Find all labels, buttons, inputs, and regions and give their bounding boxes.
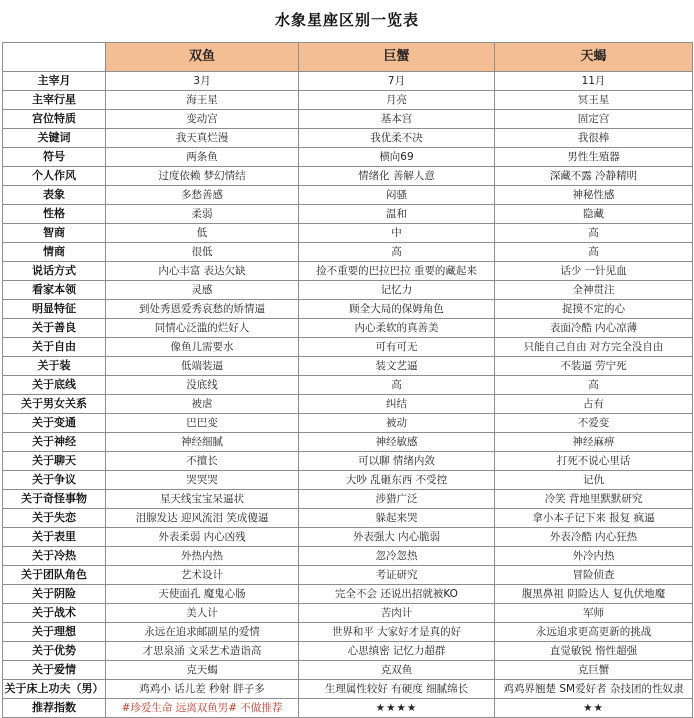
cell-scorpio: 冒险侦查 <box>495 566 693 585</box>
cell-cancer: 闷骚 <box>299 186 495 205</box>
table-row <box>3 585 693 604</box>
cell-scorpio: 高 <box>495 243 693 262</box>
table-row <box>3 319 693 338</box>
cell-pisces: 美人计 <box>106 604 299 623</box>
table-row <box>3 623 693 642</box>
row-label: 关于爱情 <box>3 661 106 680</box>
row-label: 表象 <box>3 186 106 205</box>
table-row <box>3 167 693 186</box>
cell-scorpio: 冷笑 背地里默默研究 <box>495 490 693 509</box>
cell-cancer: 可以聊 情绪内敛 <box>299 452 495 471</box>
cell-pisces: 灵感 <box>106 281 299 300</box>
cell-pisces: 外热内热 <box>106 547 299 566</box>
cell-scorpio: 神秘性感 <box>495 186 693 205</box>
table-header-row <box>3 43 693 72</box>
cell-cancer: 温和 <box>299 205 495 224</box>
row-label: 关键词 <box>3 129 106 148</box>
cell-pisces: 多愁善感 <box>106 186 299 205</box>
column-header-scorpio: 天蝎 <box>495 43 693 72</box>
cell-pisces: 巴巴变 <box>106 414 299 433</box>
cell-scorpio: 记仇 <box>495 471 693 490</box>
cell-scorpio: 永远追求更高更新的挑战 <box>495 623 693 642</box>
table-row <box>3 72 693 91</box>
cell-cancer: 情绪化 善解人意 <box>299 167 495 186</box>
page-title: 水象星座区别一览表 <box>274 11 419 29</box>
table-row <box>3 243 693 262</box>
cell-pisces: 同情心泛滥的烂好人 <box>106 319 299 338</box>
cell-scorpio: 克巨蟹 <box>495 661 693 680</box>
cell-cancer: 内心柔软的真善美 <box>299 319 495 338</box>
row-label: 关于神经 <box>3 433 106 452</box>
cell-scorpio: 高 <box>495 224 693 243</box>
table-row <box>3 395 693 414</box>
cell-cancer: 高 <box>299 243 495 262</box>
row-label: 明显特征 <box>3 300 106 319</box>
row-label: 情商 <box>3 243 106 262</box>
cell-scorpio: 冥王星 <box>495 91 693 110</box>
cell-pisces: 3月 <box>106 72 299 91</box>
cell-scorpio: 打死不说心里话 <box>495 452 693 471</box>
table-row <box>3 680 693 699</box>
row-label: 主宰月 <box>3 72 106 91</box>
cell-cancer: 神经敏感 <box>299 433 495 452</box>
table-row <box>3 357 693 376</box>
cell-cancer: 7月 <box>299 72 495 91</box>
row-label: 关于表里 <box>3 528 106 547</box>
cell-scorpio: 腹黑鼻祖 阴险达人 复仇伏地魔 <box>495 585 693 604</box>
row-label: 关于男女关系 <box>3 395 106 414</box>
cell-cancer: 世界和平 大家好才是真的好 <box>299 623 495 642</box>
cell-pisces: 外表柔弱 内心凶残 <box>106 528 299 547</box>
row-label: 关于奇怪事物 <box>3 490 106 509</box>
cell-pisces: 低 <box>106 224 299 243</box>
cell-pisces: 永远在追求邮副星的爱情 <box>106 623 299 642</box>
table-row <box>3 148 693 167</box>
row-label: 关于冷热 <box>3 547 106 566</box>
row-label: 关于争议 <box>3 471 106 490</box>
cell-cancer: 可有可无 <box>299 338 495 357</box>
table-row <box>3 300 693 319</box>
cell-scorpio: 外表冷酷 内心狂热 <box>495 528 693 547</box>
cell-cancer: 中 <box>299 224 495 243</box>
cell-scorpio: 捉摸不定的心 <box>495 300 693 319</box>
cell-cancer: 心思缜密 记忆力超群 <box>299 642 495 661</box>
table-row <box>3 414 693 433</box>
cell-cancer: 横向69 <box>299 148 495 167</box>
row-label: 符号 <box>3 148 106 167</box>
rating-row <box>3 699 693 718</box>
row-label: 宫位特质 <box>3 110 106 129</box>
cell-scorpio: 深藏不露 冷静精明 <box>495 167 693 186</box>
cell-pisces: 过度依赖 梦幻情结 <box>106 167 299 186</box>
cell-pisces: 天使面孔 魔鬼心肠 <box>106 585 299 604</box>
cell-cancer: 被动 <box>299 414 495 433</box>
row-label: 关于失恋 <box>3 509 106 528</box>
cell-pisces: 不擅长 <box>106 452 299 471</box>
cell-cancer: 我优柔不决 <box>299 129 495 148</box>
table-row <box>3 433 693 452</box>
comparison-table <box>2 42 693 718</box>
cell-pisces: 泪腺发达 迎风流泪 笑成傻逼 <box>106 509 299 528</box>
cell-scorpio: 外冷内热 <box>495 547 693 566</box>
header-corner-cell <box>3 43 106 72</box>
cell-scorpio: 直觉敏锐 惰性超强 <box>495 642 693 661</box>
cell-cancer: 考证研究 <box>299 566 495 585</box>
cell-cancer: 完全不会 还说出招就被KO <box>299 585 495 604</box>
cell-cancer: 基本宫 <box>299 110 495 129</box>
cell-scorpio: 占有 <box>495 395 693 414</box>
table-row <box>3 91 693 110</box>
cell-pisces: 我天真烂漫 <box>106 129 299 148</box>
cell-cancer: 记忆力 <box>299 281 495 300</box>
row-label: 关于阴险 <box>3 585 106 604</box>
cell-scorpio: 神经麻痹 <box>495 433 693 452</box>
cell-cancer: 装文艺逼 <box>299 357 495 376</box>
cell-pisces: 两条鱼 <box>106 148 299 167</box>
row-label: 关于团队角色 <box>3 566 106 585</box>
cell-cancer: 外表强大 内心脆弱 <box>299 528 495 547</box>
rating-cancer-stars: ★★★★ <box>299 699 495 718</box>
cell-scorpio: 固定宫 <box>495 110 693 129</box>
row-label: 关于底线 <box>3 376 106 395</box>
row-label: 说话方式 <box>3 262 106 281</box>
cell-scorpio: 不爱变 <box>495 414 693 433</box>
column-header-pisces: 双鱼 <box>106 43 299 72</box>
table-row <box>3 224 693 243</box>
cell-cancer: 涉猎广泛 <box>299 490 495 509</box>
row-label: 关于善良 <box>3 319 106 338</box>
cell-cancer: 大吵 乱砸东西 不受控 <box>299 471 495 490</box>
table-row <box>3 186 693 205</box>
cell-cancer: 高 <box>299 376 495 395</box>
row-label: 关于变通 <box>3 414 106 433</box>
cell-pisces: 神经细腻 <box>106 433 299 452</box>
column-header-cancer: 巨蟹 <box>299 43 495 72</box>
cell-scorpio: 话少 一针见血 <box>495 262 693 281</box>
cell-cancer: 克双鱼 <box>299 661 495 680</box>
row-label: 关于战术 <box>3 604 106 623</box>
table-row <box>3 490 693 509</box>
rating-pisces: #珍爱生命 远离双鱼男# 不做推荐 <box>106 699 299 718</box>
cell-pisces: 被虐 <box>106 395 299 414</box>
table-row <box>3 338 693 357</box>
cell-pisces: 才思泉涌 文采艺术造诣高 <box>106 642 299 661</box>
cell-scorpio: 鸡鸡界翘楚 SM爱好者 杂技团的性奴隶 <box>495 680 693 699</box>
cell-cancer: 忽冷忽热 <box>299 547 495 566</box>
row-label: 主宰行星 <box>3 91 106 110</box>
row-label: 看家本领 <box>3 281 106 300</box>
cell-cancer: 月亮 <box>299 91 495 110</box>
cell-cancer: 生理属性较好 有硬度 细腻绵长 <box>299 680 495 699</box>
cell-pisces: 内心丰富 表达欠缺 <box>106 262 299 281</box>
table-row <box>3 642 693 661</box>
cell-scorpio: 拿小本子记下来 报复 疯逼 <box>495 509 693 528</box>
cell-cancer: 顾全大局的保姆角色 <box>299 300 495 319</box>
cell-cancer: 苦肉计 <box>299 604 495 623</box>
cell-pisces: 像鱼儿需要水 <box>106 338 299 357</box>
cell-scorpio: 隐藏 <box>495 205 693 224</box>
table-row <box>3 528 693 547</box>
row-label: 关于装 <box>3 357 106 376</box>
cell-pisces: 到处秀恩爱秀哀愁的矫情逼 <box>106 300 299 319</box>
cell-pisces: 哭哭哭 <box>106 471 299 490</box>
row-label: 关于自由 <box>3 338 106 357</box>
cell-cancer: 躲起来哭 <box>299 509 495 528</box>
cell-pisces: 星天线宝宝呆逼状 <box>106 490 299 509</box>
row-label: 关于优势 <box>3 642 106 661</box>
row-label: 关于床上功夫（男） <box>3 680 106 699</box>
cell-pisces: 变动宫 <box>106 110 299 129</box>
cell-pisces: 艺术设计 <box>106 566 299 585</box>
rating-scorpio-stars: ★★ <box>495 699 693 718</box>
cell-pisces: 柔弱 <box>106 205 299 224</box>
cell-scorpio: 我很棒 <box>495 129 693 148</box>
row-label: 性格 <box>3 205 106 224</box>
table-row <box>3 452 693 471</box>
rating-label: 推荐指数 <box>3 699 106 718</box>
table-row <box>3 205 693 224</box>
table-row <box>3 281 693 300</box>
cell-pisces: 鸡鸡小 话儿差 秒射 胖子多 <box>106 680 299 699</box>
table-row <box>3 129 693 148</box>
row-label: 智商 <box>3 224 106 243</box>
cell-pisces: 没底线 <box>106 376 299 395</box>
table-row <box>3 566 693 585</box>
table-row <box>3 509 693 528</box>
cell-scorpio: 军师 <box>495 604 693 623</box>
cell-pisces: 海王星 <box>106 91 299 110</box>
cell-pisces: 克天蝎 <box>106 661 299 680</box>
table-row <box>3 110 693 129</box>
table-row <box>3 604 693 623</box>
table-row <box>3 262 693 281</box>
row-label: 关于理想 <box>3 623 106 642</box>
row-label: 关于聊天 <box>3 452 106 471</box>
cell-pisces: 很低 <box>106 243 299 262</box>
cell-scorpio: 11月 <box>495 72 693 91</box>
table-row <box>3 471 693 490</box>
cell-scorpio: 不装逼 劳宁死 <box>495 357 693 376</box>
cell-scorpio: 表面冷酷 内心凉薄 <box>495 319 693 338</box>
cell-pisces: 低端装逼 <box>106 357 299 376</box>
cell-scorpio: 只能自己自由 对方完全没自由 <box>495 338 693 357</box>
cell-scorpio: 高 <box>495 376 693 395</box>
cell-scorpio: 全神贯注 <box>495 281 693 300</box>
cell-scorpio: 男性生殖器 <box>495 148 693 167</box>
table-row <box>3 547 693 566</box>
row-label: 个人作风 <box>3 167 106 186</box>
cell-cancer: 捡不重要的巴拉巴拉 重要的藏起来 <box>299 262 495 281</box>
cell-cancer: 纠结 <box>299 395 495 414</box>
table-row <box>3 661 693 680</box>
table-row <box>3 376 693 395</box>
